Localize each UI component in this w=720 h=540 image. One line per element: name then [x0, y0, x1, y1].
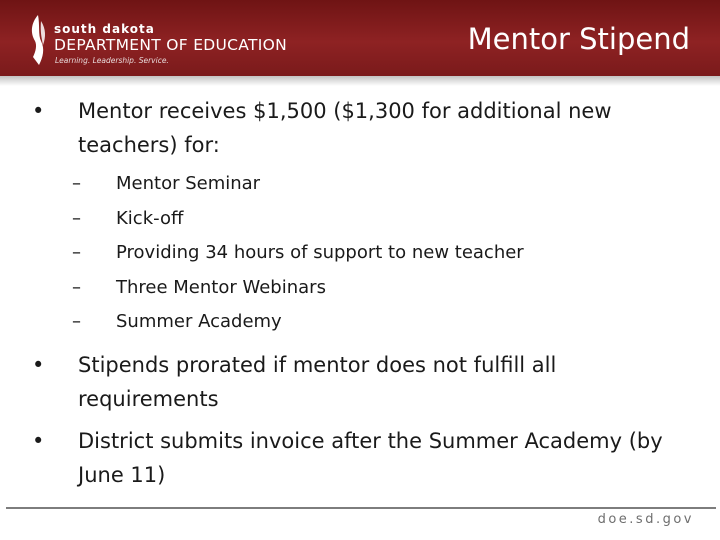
- sub-bullet-text: Providing 34 hours of support to new teacher: [116, 242, 524, 263]
- logo-text-state: south dakota: [54, 22, 155, 36]
- bullet-dot: •: [32, 428, 45, 453]
- bullet-text: Mentor receives $1,500 ($1,300 for additional new teachers) for:: [78, 99, 612, 157]
- slide-title: Mentor Stipend: [467, 22, 690, 56]
- logo-text-department: DEPARTMENT OF EDUCATION: [54, 36, 288, 54]
- sub-bullet-list: [32, 167, 692, 340]
- bullet-text: District submits invoice after the Summer Academy (by June 11): [78, 428, 663, 487]
- sub-bullet-dash: –: [72, 173, 81, 194]
- sub-bullet-text: Summer Academy: [116, 311, 282, 332]
- sub-bullet-dash: –: [72, 207, 81, 229]
- bullet-district-invoice: [32, 424, 692, 492]
- sub-bullet-text: Mentor Seminar: [116, 173, 261, 194]
- sub-bullet-item: [32, 167, 692, 202]
- bullet-dot: •: [32, 99, 45, 123]
- logo-tagline: Learning. Leadership. Service.: [55, 56, 169, 65]
- sub-bullet-item: [32, 271, 692, 306]
- sub-bullet-dash: –: [72, 311, 81, 332]
- header-shadow: [0, 76, 720, 86]
- sub-bullet-item: [32, 236, 692, 271]
- bullet-text: Stipends prorated if mentor does not fulfill all requirements: [78, 352, 557, 411]
- footer-divider: [6, 507, 716, 509]
- bullet-dot: •: [32, 352, 45, 377]
- sub-bullet-item: [32, 305, 692, 340]
- header-bar: [0, 0, 720, 76]
- slide-content: [32, 94, 692, 492]
- bullet-mentor-receives: [32, 94, 692, 162]
- footer-url: doe.sd.gov: [597, 512, 694, 527]
- sub-bullet-dash: –: [72, 276, 81, 298]
- flame-logo-icon: [28, 15, 48, 65]
- sub-bullet-dash: –: [72, 242, 81, 263]
- sd-doe-logo: [28, 12, 288, 70]
- sub-bullet-text: Three Mentor Webinars: [116, 276, 326, 298]
- bullet-stipends-prorated: [32, 348, 692, 416]
- sub-bullet-item: [32, 202, 692, 237]
- sub-bullet-text: Kick-off: [116, 207, 184, 229]
